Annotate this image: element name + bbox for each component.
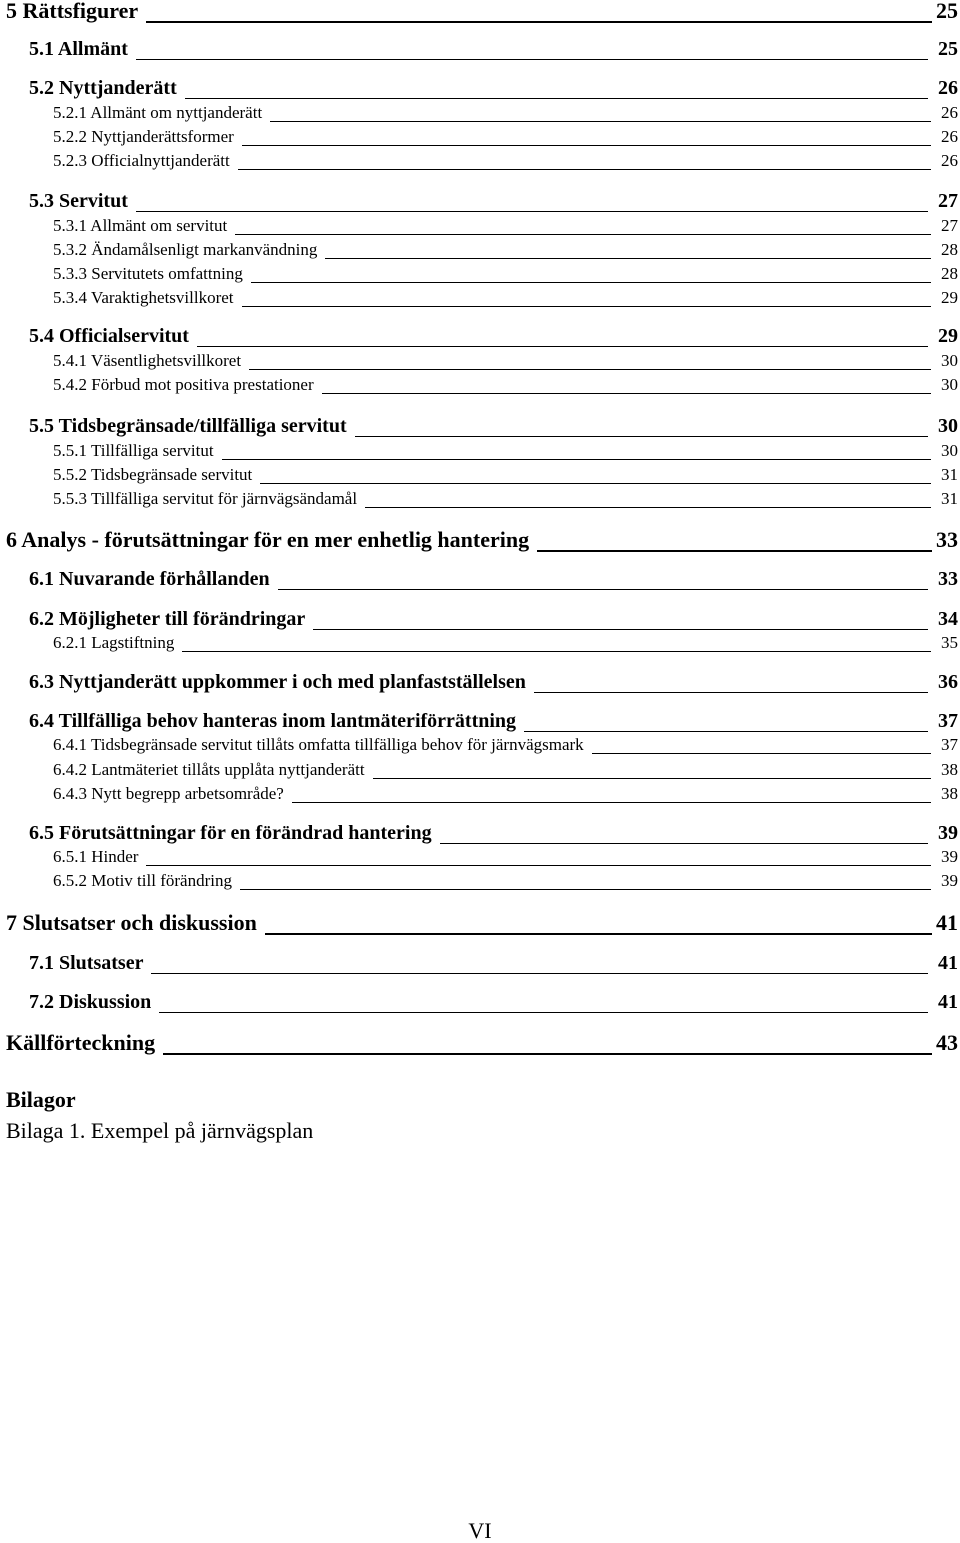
toc-entry[interactable]: [53, 785, 958, 802]
toc-leader-line: [163, 1053, 932, 1055]
toc-entry[interactable]: [53, 848, 958, 865]
toc-entry[interactable]: [29, 672, 958, 692]
toc-leader-line: [524, 731, 928, 732]
toc-entry[interactable]: [29, 569, 958, 589]
toc-leader-line: [292, 802, 931, 803]
toc-entry[interactable]: [53, 442, 958, 459]
toc-entry-page: 37: [941, 735, 958, 754]
toc-entry[interactable]: [53, 352, 958, 369]
toc-entry[interactable]: [6, 912, 958, 934]
toc-entry-page: 33: [938, 568, 958, 590]
toc-entry[interactable]: [29, 416, 958, 436]
toc-entry-page: 25: [938, 38, 958, 60]
toc-leader-line: [197, 346, 928, 347]
toc-leader-line: [251, 282, 931, 283]
toc-leader-line: [146, 21, 932, 23]
toc-entry[interactable]: [53, 217, 958, 234]
toc-leader-line: [537, 550, 932, 552]
toc-entry-title: 5.4 Officialservitut: [29, 325, 189, 347]
toc-entry-page: 38: [941, 784, 958, 803]
toc-entry-page: 31: [941, 489, 958, 508]
toc-entry-title: 5.5.3 Tillfälliga servitut för järnvägsändamål: [53, 489, 358, 508]
toc-leader-line: [278, 589, 928, 590]
toc-entry-page: 28: [941, 240, 958, 259]
toc-leader-line: [242, 145, 931, 146]
toc-entry-page: 38: [941, 760, 958, 779]
toc-entry-page: 33: [936, 527, 958, 552]
toc-entry-title: 5.3.3 Servitutets omfattning: [53, 264, 243, 283]
toc-entry-title: 5.3.4 Varaktighetsvillkoret: [53, 288, 234, 307]
toc-entry[interactable]: [53, 241, 958, 258]
toc-entry-title: 7.1 Slutsatser: [29, 952, 144, 974]
toc-leader-line: [151, 973, 928, 974]
toc-entry-page: 27: [941, 216, 958, 235]
toc-entry[interactable]: [53, 872, 958, 889]
toc-entry-page: 30: [941, 351, 958, 370]
toc-leader-line: [146, 865, 931, 866]
toc-entry[interactable]: [53, 634, 958, 651]
toc-entry[interactable]: [53, 265, 958, 282]
toc-leader-line: [136, 59, 928, 60]
toc-entry-page: 37: [938, 710, 958, 732]
toc-entry[interactable]: [6, 0, 958, 22]
toc-entry[interactable]: [53, 736, 958, 753]
toc-entry-title: 6.4.3 Nytt begrepp arbetsområde?: [53, 784, 284, 803]
toc-leader-line: [185, 98, 928, 99]
toc-leader-line: [534, 692, 928, 693]
toc-entry-page: 39: [938, 822, 958, 844]
toc-entry[interactable]: [53, 152, 958, 169]
toc-entry-title: 5.3 Servitut: [29, 190, 128, 212]
toc-entry-title: 5.4.1 Väsentlighetsvillkoret: [53, 351, 242, 370]
toc-entry-title: 6.3 Nyttjanderätt uppkommer i och med planfastställelsen: [29, 671, 526, 693]
toc-entry[interactable]: [29, 823, 958, 843]
toc-entry-page: 39: [941, 847, 958, 866]
toc-entry[interactable]: [53, 376, 958, 393]
toc-entry-page: 29: [938, 325, 958, 347]
toc-entry-page: 30: [938, 415, 958, 437]
toc-leader-line: [265, 933, 932, 935]
toc-leader-line: [313, 629, 928, 630]
toc-leader-line: [222, 459, 931, 460]
toc-entry[interactable]: [6, 1032, 958, 1054]
toc-entry-title: 6.1 Nuvarande förhållanden: [29, 568, 270, 590]
toc-entry-page: 35: [941, 633, 958, 652]
toc-entry[interactable]: [29, 953, 958, 973]
toc-entry-title: 6.4 Tillfälliga behov hanteras inom lantmäteriförrättning: [29, 710, 517, 732]
toc-entry-page: 39: [941, 871, 958, 890]
toc-entry-title: 5.2 Nyttjanderätt: [29, 77, 177, 99]
toc-entry-page: 30: [941, 375, 958, 394]
toc-leader-line: [322, 393, 931, 394]
toc-entry[interactable]: [53, 289, 958, 306]
toc-entry[interactable]: [29, 78, 958, 98]
toc-leader-line: [182, 651, 931, 652]
toc-entry[interactable]: [53, 104, 958, 121]
toc-entry-title: 6.4.2 Lantmäteriet tillåts upplåta nyttjanderätt: [53, 760, 365, 779]
toc-entry-title: 5.5 Tidsbegränsade/tillfälliga servitut: [29, 415, 347, 437]
toc-entry-page: 41: [938, 991, 958, 1013]
toc-entry-page: 27: [938, 190, 958, 212]
toc-leader-line: [238, 169, 931, 170]
toc-entry-title: 6.4.1 Tidsbegränsade servitut tillåts omfatta tillfälliga behov för järnvägsmark: [53, 735, 584, 754]
toc-entry-title: 5.5.2 Tidsbegränsade servitut: [53, 465, 253, 484]
toc-leader-line: [440, 843, 928, 844]
toc-entry-title: 6.5.1 Hinder: [53, 847, 139, 866]
toc-entry-title: 6.2 Möjligheter till förändringar: [29, 608, 306, 630]
toc-entry[interactable]: [29, 711, 958, 731]
toc-leader-line: [249, 369, 931, 370]
toc-entry-title: 5.2.2 Nyttjanderättsformer: [53, 127, 234, 146]
toc-entry-page: 26: [938, 77, 958, 99]
toc-leader-line: [242, 306, 931, 307]
toc-entry[interactable]: [29, 326, 958, 346]
toc-leader-line: [592, 753, 931, 754]
toc-entry-page: 26: [941, 127, 958, 146]
toc-entry[interactable]: [29, 191, 958, 211]
toc-leader-line: [355, 436, 928, 437]
toc-entry[interactable]: [53, 466, 958, 483]
toc-entry-page: 34: [938, 608, 958, 630]
toc-entry-title: 5.2.1 Allmänt om nyttjanderätt: [53, 103, 263, 122]
toc-leader-line: [365, 507, 931, 508]
toc-leader-line: [373, 778, 931, 779]
toc-entry-title: 5.5.1 Tillfälliga servitut: [53, 441, 214, 460]
toc-leader-line: [159, 1012, 928, 1013]
toc-entry-title: 6.5 Förutsättningar för en förändrad hantering: [29, 822, 432, 844]
toc-entry-page: 43: [936, 1030, 958, 1055]
toc-entry-title: 5 Rättsfigurer: [6, 0, 139, 23]
toc-entry-page: 31: [941, 465, 958, 484]
toc-leader-line: [325, 258, 931, 259]
toc-entry-title: 5.1 Allmänt: [29, 38, 128, 60]
toc-entry-page: 41: [938, 952, 958, 974]
toc-entry-page: 26: [941, 151, 958, 170]
toc-entry-title: 5.3.1 Allmänt om servitut: [53, 216, 228, 235]
toc-entry-title: 5.4.2 Förbud mot positiva prestationer: [53, 375, 314, 394]
toc-entry-page: 26: [941, 103, 958, 122]
appendix-item: Bilaga 1. Exempel på järnvägsplan: [6, 1118, 314, 1143]
page-number: VI: [468, 1518, 492, 1543]
toc-entry-page: 36: [938, 671, 958, 693]
toc-entry-title: Källförteckning: [6, 1030, 156, 1055]
toc-entry-page: 28: [941, 264, 958, 283]
toc-entry[interactable]: [29, 39, 958, 59]
toc-entry-page: 30: [941, 441, 958, 460]
toc-entry-title: 6 Analys - förutsättningar för en mer enhetlig hantering: [6, 527, 530, 552]
toc-entry[interactable]: [6, 529, 958, 551]
toc-leader-line: [270, 121, 931, 122]
toc-entry-page: 29: [941, 288, 958, 307]
toc-leader-line: [240, 889, 931, 890]
toc-entry-page: 25: [936, 0, 958, 23]
toc-entry-page: 41: [936, 910, 958, 935]
toc-entry-title: 6.5.2 Motiv till förändring: [53, 871, 232, 890]
toc-leader-line: [136, 211, 928, 212]
toc-leader-line: [260, 483, 931, 484]
toc-entry-title: 5.3.2 Ändamålsenligt markanvändning: [53, 240, 318, 259]
toc-entry[interactable]: [53, 490, 958, 507]
toc-entry[interactable]: [29, 992, 958, 1012]
toc-entry-title: 5.2.3 Officialnyttjanderätt: [53, 151, 230, 170]
toc-leader-line: [235, 234, 931, 235]
toc-entry[interactable]: [29, 609, 958, 629]
toc-entry-title: 7.2 Diskussion: [29, 991, 152, 1013]
toc-entry-title: 7 Slutsatser och diskussion: [6, 910, 257, 935]
toc-entry[interactable]: [53, 761, 958, 778]
appendix-heading: Bilagor: [6, 1087, 76, 1112]
toc-entry[interactable]: [53, 128, 958, 145]
toc-entry-title: 6.2.1 Lagstiftning: [53, 633, 175, 652]
